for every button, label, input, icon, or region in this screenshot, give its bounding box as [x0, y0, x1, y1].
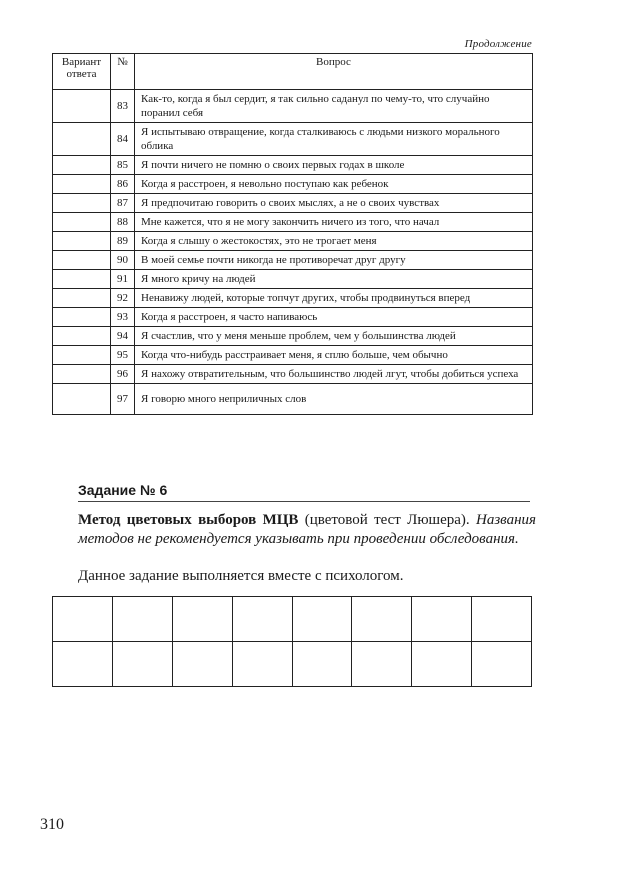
answer-cell[interactable] [53, 289, 111, 308]
table-row [53, 365, 533, 384]
question-number: 86 [111, 175, 135, 194]
answer-cell[interactable] [53, 365, 111, 384]
answer-cell[interactable] [53, 213, 111, 232]
answer-cell[interactable] [53, 270, 111, 289]
table-row [53, 232, 533, 251]
table-row [53, 156, 533, 175]
answer-cell[interactable] [53, 90, 111, 123]
task-heading: Задание № 6 [78, 482, 168, 498]
grid-cell[interactable] [352, 642, 412, 687]
page-number: 310 [40, 816, 64, 833]
grid-cell[interactable] [232, 642, 292, 687]
question-text: В моей семье почти никогда не противоречат друг другу [135, 251, 533, 270]
method-name: Метод цветовых выборов МЦВ [78, 512, 299, 528]
question-text: Как-то, когда я был сердит, я так сильно саданул по чему-то, что случайно поранил себя [135, 90, 533, 123]
answer-cell[interactable] [53, 327, 111, 346]
question-number: 88 [111, 213, 135, 232]
grid-cell[interactable] [172, 642, 232, 687]
table-row [53, 346, 533, 365]
heading-divider [78, 501, 530, 502]
question-number: 87 [111, 194, 135, 213]
question-number: 83 [111, 90, 135, 123]
grid-cell[interactable] [172, 597, 232, 642]
answer-cell[interactable] [53, 384, 111, 415]
question-number: 89 [111, 232, 135, 251]
question-number: 97 [111, 384, 135, 415]
question-text: Я счастлив, что у меня меньше проблем, чем у большинства людей [135, 327, 533, 346]
question-text: Я почти ничего не помню о своих первых годах в школе [135, 156, 533, 175]
question-number: 96 [111, 365, 135, 384]
table-row [53, 327, 533, 346]
grid-cell[interactable] [53, 597, 113, 642]
answer-cell[interactable] [53, 156, 111, 175]
continued-label: Продолжение [464, 38, 532, 50]
question-number: 90 [111, 251, 135, 270]
column-header-question: Вопрос [135, 54, 533, 90]
question-number: 94 [111, 327, 135, 346]
question-number: 84 [111, 123, 135, 156]
answer-cell[interactable] [53, 232, 111, 251]
question-number: 92 [111, 289, 135, 308]
table-row [53, 175, 533, 194]
grid-cell[interactable] [53, 642, 113, 687]
table-row [53, 289, 533, 308]
question-text: Когда я слышу о жестокостях, это не трогает меня [135, 232, 533, 251]
question-number: 93 [111, 308, 135, 327]
question-text: Я много кричу на людей [135, 270, 533, 289]
grid-cell[interactable] [112, 597, 172, 642]
question-text: Когда я расстроен, я часто напиваюсь [135, 308, 533, 327]
answer-cell[interactable] [53, 346, 111, 365]
grid-cell[interactable] [232, 597, 292, 642]
grid-cell[interactable] [112, 642, 172, 687]
question-text: Я нахожу отвратительным, что большинство людей лгут, чтобы добиться успеха [135, 365, 533, 384]
table-row [53, 90, 533, 123]
method-description [78, 511, 536, 549]
questions-table [52, 53, 533, 415]
table-row [53, 213, 533, 232]
method-alt-name: (цветовой тест Люшера). [298, 512, 476, 528]
method-note: Названия методов не рекомендуется указывать при проведении обследования. [78, 512, 536, 547]
table-row [53, 308, 533, 327]
grid-cell[interactable] [472, 642, 532, 687]
answer-cell[interactable] [53, 308, 111, 327]
task-instruction: Данное задание выполняется вместе с психологом. [78, 568, 404, 584]
answer-cell[interactable] [53, 251, 111, 270]
question-text: Когда что-нибудь расстраивает меня, я сплю больше, чем обычно [135, 346, 533, 365]
table-row [53, 194, 533, 213]
answer-cell[interactable] [53, 123, 111, 156]
grid-cell[interactable] [292, 597, 352, 642]
table-row [53, 123, 533, 156]
question-text: Я испытываю отвращение, когда сталкиваюсь с людьми низкого морального облика [135, 123, 533, 156]
grid-cell[interactable] [292, 642, 352, 687]
grid-cell[interactable] [352, 597, 412, 642]
question-text: Мне кажется, что я не могу закончить ничего из того, что начал [135, 213, 533, 232]
questions-table-body [53, 90, 533, 415]
grid-cell[interactable] [472, 597, 532, 642]
color-answer-grid [52, 596, 532, 687]
grid-cell[interactable] [412, 597, 472, 642]
question-text: Я говорю много неприличных слов [135, 384, 533, 415]
answer-cell[interactable] [53, 175, 111, 194]
column-header-number: № [111, 54, 135, 90]
table-row [53, 270, 533, 289]
grid-cell[interactable] [412, 642, 472, 687]
grid-row [53, 642, 532, 687]
answer-cell[interactable] [53, 194, 111, 213]
grid-row [53, 597, 532, 642]
question-number: 85 [111, 156, 135, 175]
question-text: Когда я расстроен, я невольно поступаю как ребенок [135, 175, 533, 194]
table-row [53, 251, 533, 270]
question-number: 95 [111, 346, 135, 365]
table-row [53, 384, 533, 415]
column-header-answer: Вариант ответа [53, 54, 111, 90]
question-number: 91 [111, 270, 135, 289]
question-text: Я предпочитаю говорить о своих мыслях, а не о своих чувствах [135, 194, 533, 213]
question-text: Ненавижу людей, которые топчут других, чтобы продвинуться вперед [135, 289, 533, 308]
